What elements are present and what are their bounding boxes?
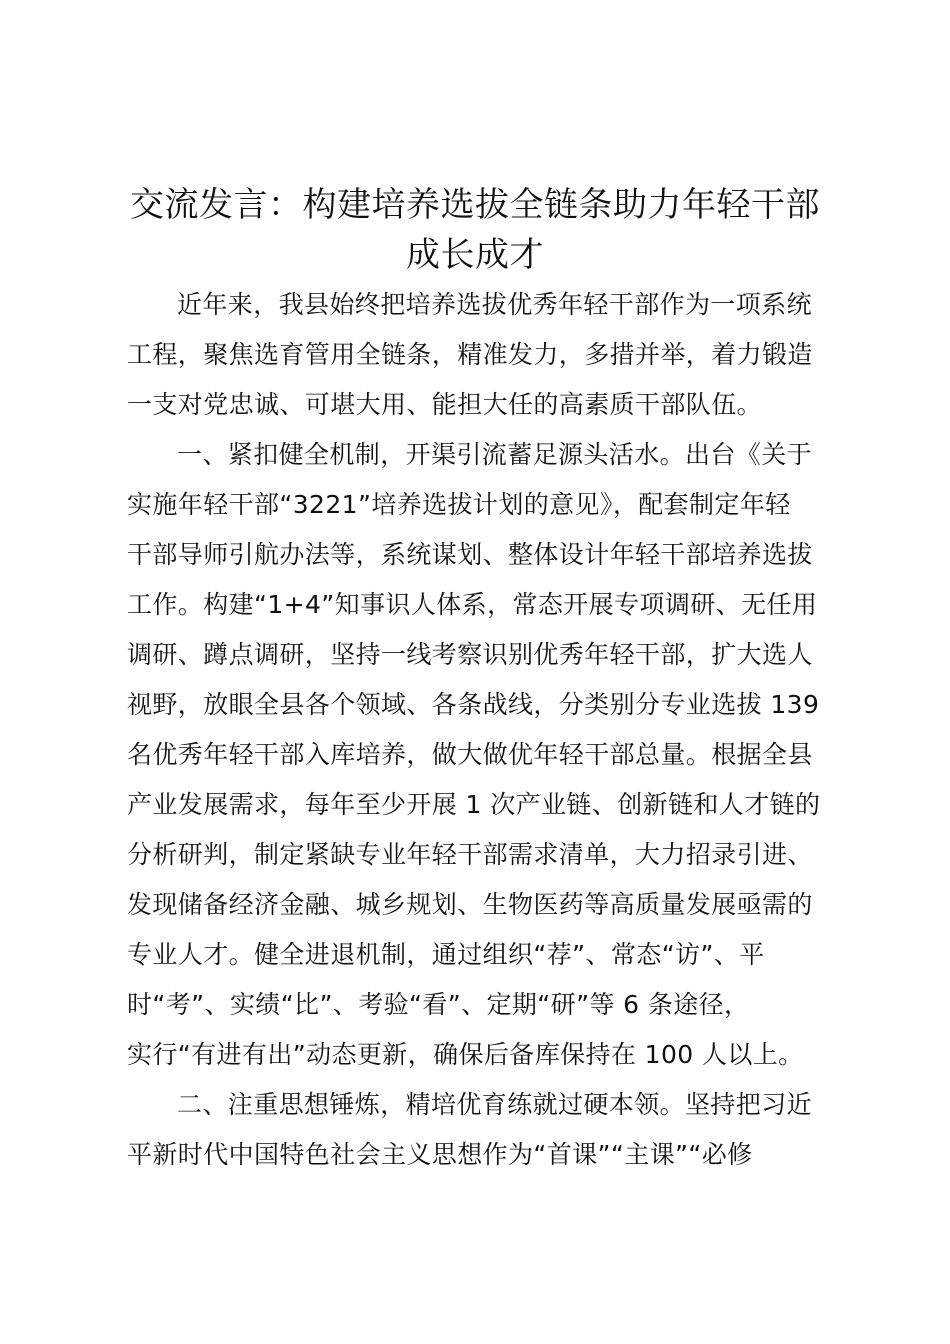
- paragraph-line: 工程，聚焦选育管用全链条，精准发力，多措并举，着力锻造: [127, 340, 813, 369]
- paragraph-line: 视野，放眼全县各个领域、各条战线，分类别分专业选拔 139: [127, 690, 820, 719]
- paragraph-line: 专业人才。健全进退机制，通过组织“荐”、常态“访”、平: [127, 940, 765, 969]
- document-title-line-1: 交流发言：构建培养选拔全链条助力年轻干部: [130, 185, 820, 225]
- paragraph-line: 二、注重思想锤炼，精培优育练就过硬本领。坚持把习近: [177, 1090, 813, 1119]
- paragraph-line: 一、紧扣健全机制，开渠引流蓄足源头活水。出台《关于: [177, 440, 813, 469]
- paragraph-line: 实行“有进有出”动态更新，确保后备库保持在 100 人以上。: [127, 1040, 804, 1069]
- paragraph-line: 分析研判，制定紧缺专业年轻干部需求清单，大力招录引进、: [127, 840, 813, 869]
- paragraph-line: 工作。构建“1+4”知事识人体系，常态开展专项调研、无任用: [127, 590, 818, 619]
- paragraph-line: 时“考”、实绩“比”、考验“看”、定期“研”等 6 条途径，: [127, 990, 750, 1019]
- paragraph-line: 调研、蹲点调研，坚持一线考察识别优秀年轻干部，扩大选人: [127, 640, 813, 669]
- paragraph-line: 一支对党忠诚、可堪大用、能担大任的高素质干部队伍。: [127, 390, 763, 419]
- paragraph-line: 近年来，我县始终把培养选拔优秀年轻干部作为一项系统: [177, 290, 813, 319]
- paragraph-line: 名优秀年轻干部入库培养，做大做优年轻干部总量。根据全县: [127, 740, 813, 769]
- paragraph-line: 产业发展需求，每年至少开展 1 次产业链、创新链和人才链的: [127, 790, 821, 819]
- paragraph-line: 实施年轻干部“3221”培养选拔计划的意见》，配套制定年轻: [127, 490, 791, 519]
- paragraph-line: 干部导师引航办法等，系统谋划、整体设计年轻干部培养选拔: [127, 540, 813, 569]
- paragraph-line: 发现储备经济金融、城乡规划、生物医药等高质量发展亟需的: [127, 890, 813, 919]
- paragraph-line: 平新时代中国特色社会主义思想作为“首课”“主课”“必修: [127, 1140, 753, 1169]
- document-title-line-2: 成长成才: [406, 235, 544, 275]
